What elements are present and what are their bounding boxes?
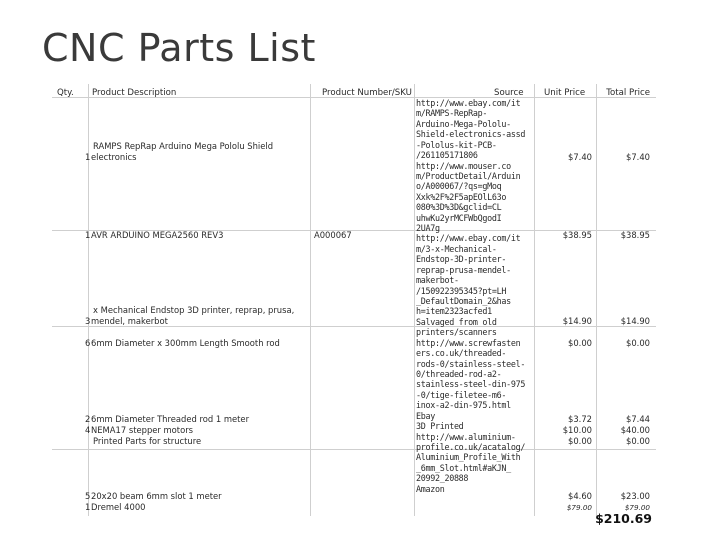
source-line: inox-a2-din-975.html [416,400,511,411]
row-qty: 1 [85,502,91,512]
column-divider [88,84,89,516]
source-line: profile.co.uk/acatalog/ [416,441,526,452]
row-total-price: $14.90 [620,316,650,326]
source-line[interactable]: http://www.screwfasten [416,337,521,348]
source-line: 3D Printed [416,421,464,432]
row-description: RAMPS RepRap Arduino Mega Pololu Shield [93,141,274,151]
source-line: -Pololus-kit-PCB- [416,139,497,150]
row-total-price: $38.95 [620,230,650,240]
source-line[interactable]: http://www.aluminium- [416,431,516,442]
row-unit-price: $3.72 [568,414,592,424]
row-description: mendel, makerbot [91,316,168,326]
column-divider [310,84,311,516]
row-qty: 1 [85,152,91,162]
column-divider [414,84,415,516]
source-line: 0/threaded-rod-a2- [416,368,502,379]
row-description: x Mechanical Endstop 3D printer, reprap, prusa, [93,305,295,315]
page-title: CNC Parts List [42,26,316,70]
header-product-number: Product Number/SKU [322,88,412,98]
source-line[interactable]: http://www.ebay.com/it [416,233,521,244]
source-line: /261105171806 [416,150,478,161]
row-total-price: $0.00 [626,338,650,348]
row-total-price: $79.00 [624,503,650,512]
source-line: Endstop-3D-printer- [416,254,507,265]
row-description: Dremel 4000 [91,502,146,512]
source-line: m/RAMPS-RepRap- [416,108,488,119]
header-unit-price: Unit Price [544,88,586,98]
source-line: Xxk%2F%2F5apEOlL63o [416,191,507,202]
row-divider [52,449,656,450]
row-unit-price: $38.95 [562,230,592,240]
source-line: h=item2323acfed1 [416,306,492,317]
source-column [416,98,532,494]
source-line: Salvaged from old [416,316,497,327]
source-line: /150922395345?pt=LH [416,285,507,296]
row-description: Printed Parts for structure [93,436,202,446]
column-divider [534,84,535,516]
source-line: m/3-x-Mechanical- [416,243,497,254]
source-line: m/ProductDetail/Arduin [416,170,521,181]
row-description: 6mm Diameter x 300mm Length Smooth rod [91,338,280,348]
source-line: Ebay [416,410,435,421]
row-qty: 4 [85,425,91,435]
grand-total: $210.69 [595,511,652,526]
row-description: 6mm Diameter Threaded rod 1 meter [91,414,250,424]
row-qty: 6 [85,338,91,348]
row-total-price: $7.40 [626,152,650,162]
source-line[interactable]: http://www.mouser.co [416,160,511,171]
source-line: rods-0/stainless-steel- [416,358,526,369]
row-description: electronics [91,152,137,162]
source-line: 20992_20888 [416,473,469,484]
row-qty: 3 [85,316,91,326]
header-source: Source [494,88,524,98]
source-line: Amazon [416,483,445,494]
row-description: AVR ARDUINO MEGA2560 REV3 [91,230,224,240]
row-total-price: $40.00 [620,425,650,435]
column-divider [596,84,597,516]
row-qty: 2 [85,414,91,424]
source-line: _DefaultDomain_2&has [416,296,511,307]
row-unit-price: $0.00 [568,338,592,348]
source-line: o/A000067/?qs=gMoq [416,181,502,192]
row-unit-price: $79.00 [566,503,592,512]
header-description: Product Description [92,88,177,98]
source-line: Aluminium_Profile_With [416,452,521,463]
row-qty: 5 [85,491,91,501]
row-qty: 1 [85,230,91,240]
header-qty: Qty. [57,88,74,98]
row-unit-price: $10.00 [562,425,592,435]
parts-table [52,84,656,526]
source-line: stainless-steel-din-975 [416,379,526,390]
row-description: 20x20 beam 6mm slot 1 meter [91,491,222,501]
source-line: reprap-prusa-mendel- [416,264,511,275]
source-line: _6mm_Slot.html#aKJN_ [416,462,511,473]
header-total-price: Total Price [606,88,650,98]
row-total-price: $0.00 [626,436,650,446]
row-total-price: $23.00 [620,491,650,501]
source-line: uhwKu2yrMCFWbQgodI [416,212,502,223]
row-sku: A000067 [314,230,352,240]
source-line: ers.co.uk/threaded- [416,348,507,359]
source-line: 080%3D%3D&gclid=CL [416,202,502,213]
row-unit-price: $14.90 [562,316,592,326]
source-line: -0/tige-filetee-m6- [416,389,507,400]
source-line: Arduino-Mega-Pololu- [416,118,511,129]
source-line: 2UA7g [416,223,440,234]
row-description: NEMA17 stepper motors [91,425,194,435]
source-line: printers/scanners [416,327,497,338]
row-unit-price: $7.40 [568,152,592,162]
source-line[interactable]: http://www.ebay.com/it [416,98,521,108]
source-line: makerbot- [416,275,459,286]
source-line: Shield-electronics-assd [416,129,526,140]
row-total-price: $7.44 [626,414,650,424]
row-unit-price: $0.00 [568,436,592,446]
row-unit-price: $4.60 [568,491,592,501]
